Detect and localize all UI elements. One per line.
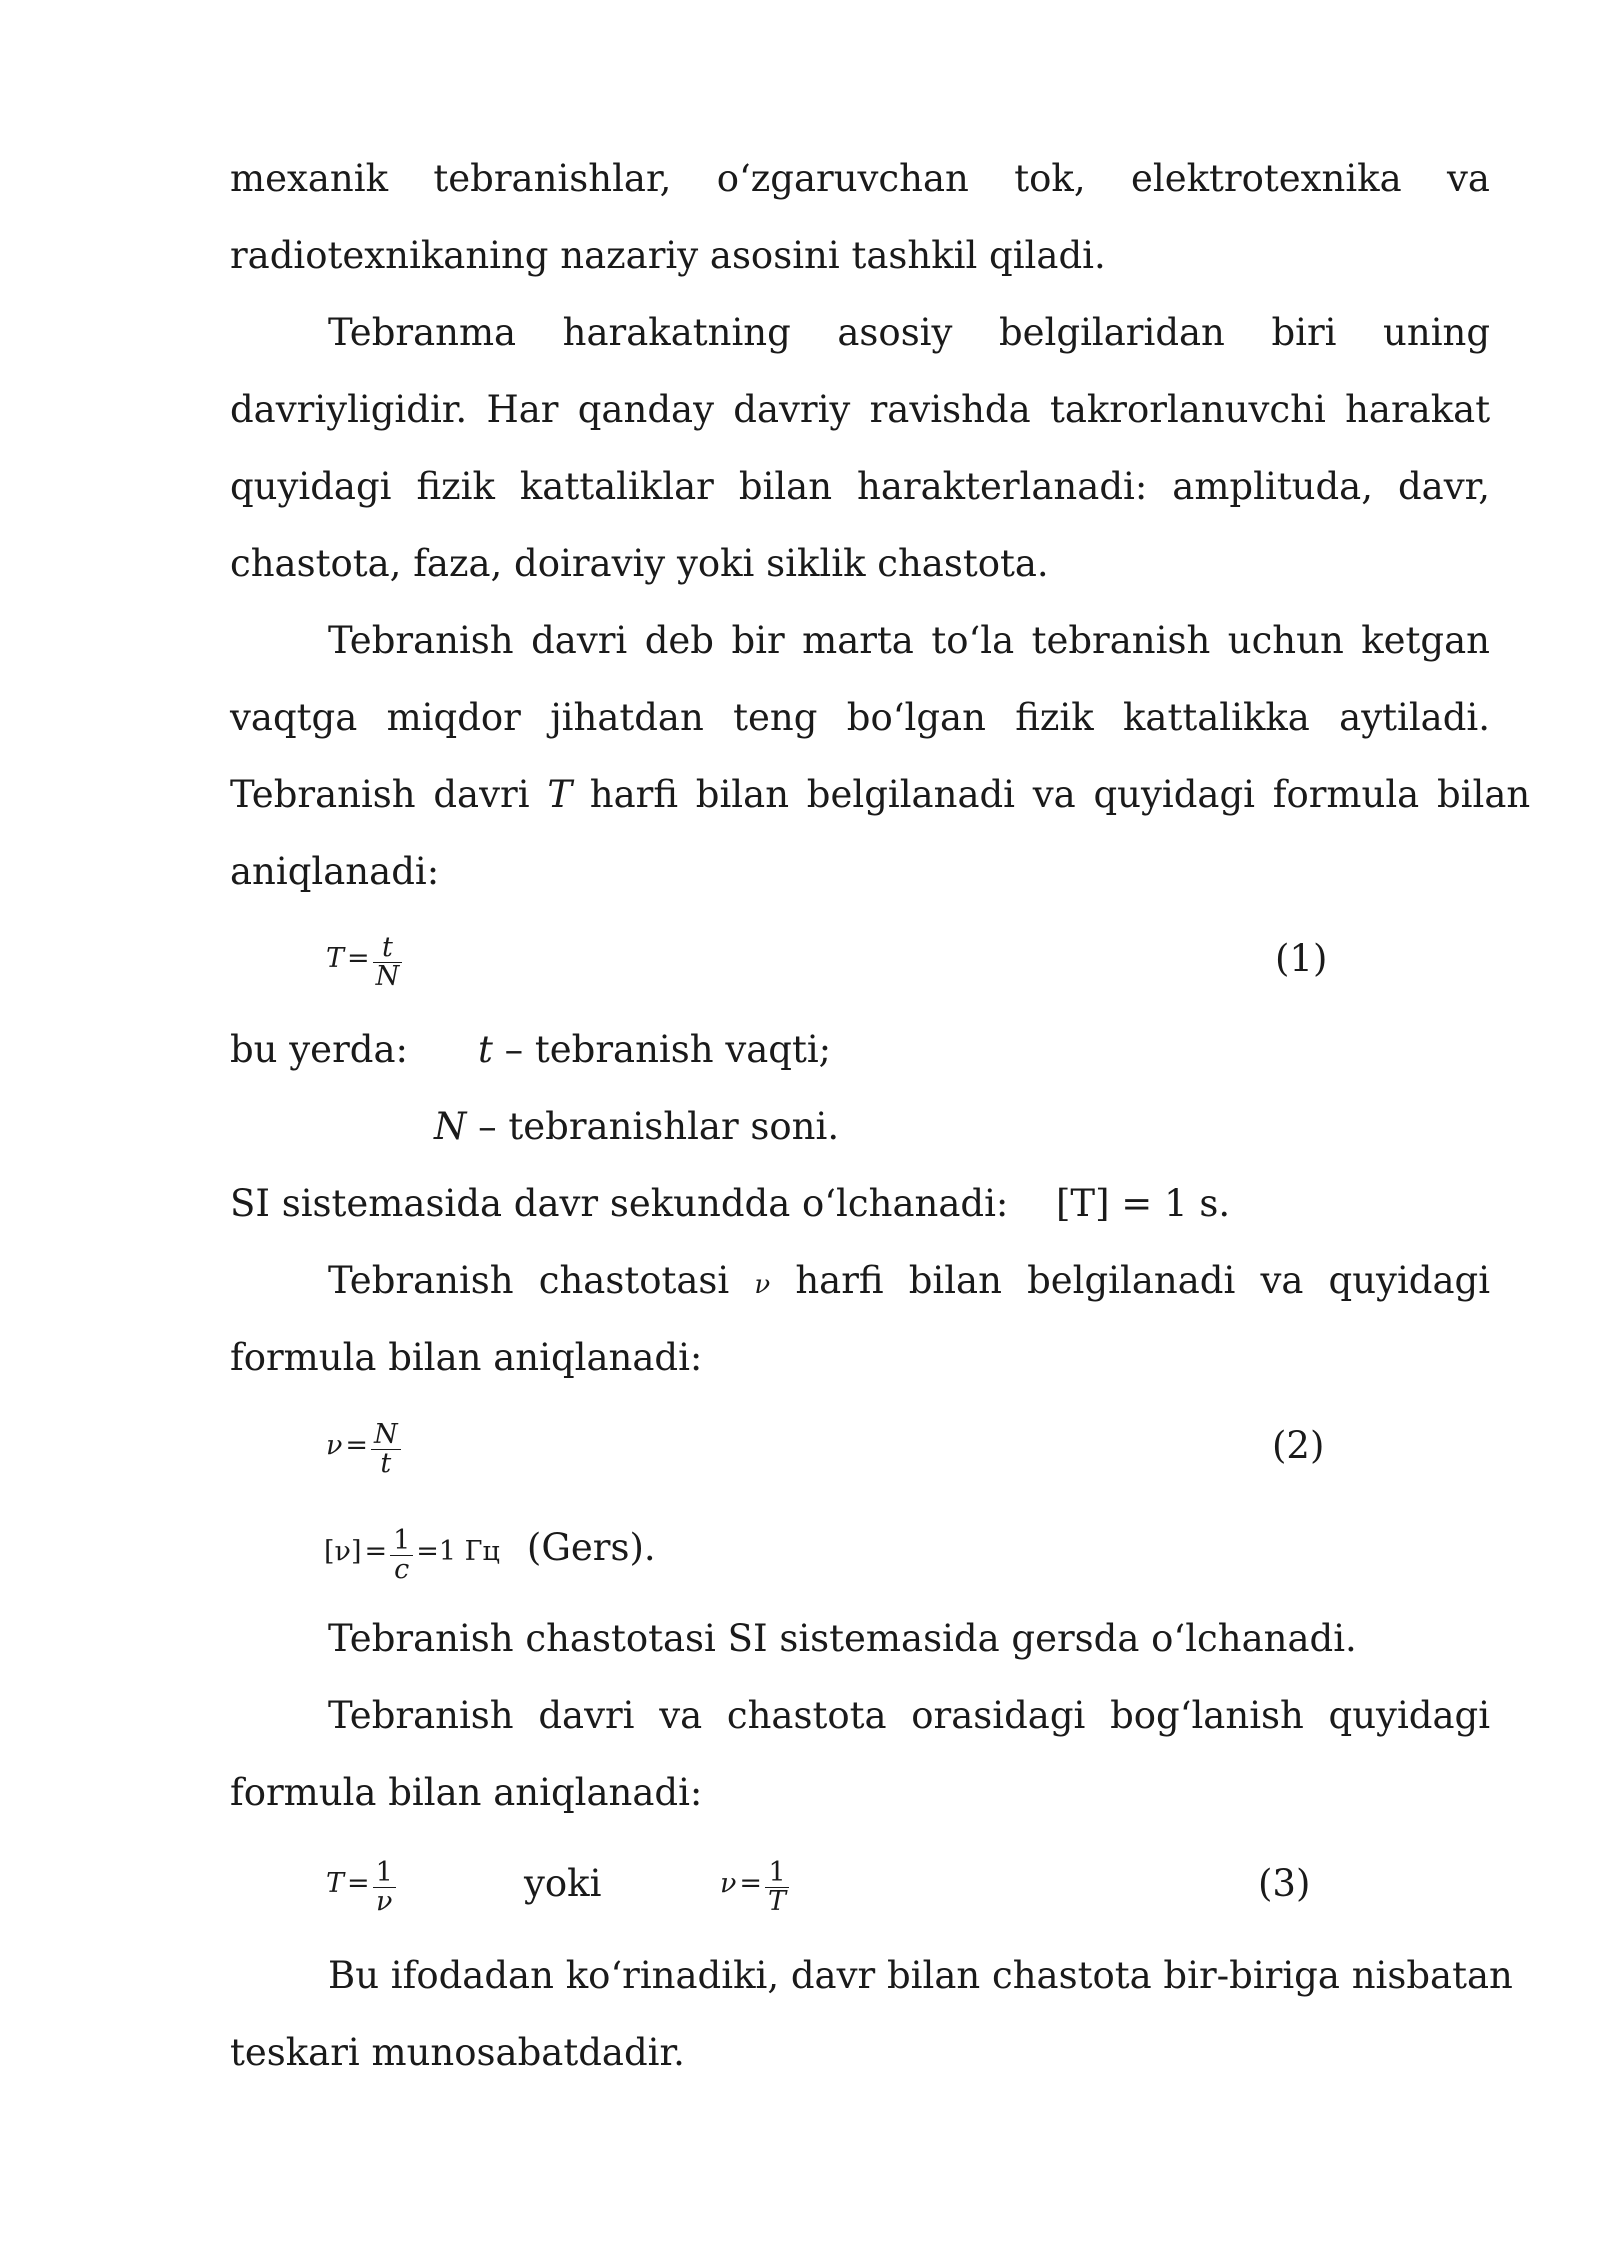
- equation-1: [326, 920, 402, 997]
- word: va: [1260, 1259, 1304, 1302]
- word: miqdor: [386, 696, 521, 739]
- denominator: c: [394, 1554, 410, 1585]
- word: o‘zgaruvchan: [716, 157, 969, 200]
- word: kattaliklar: [519, 465, 714, 508]
- word: tok,: [1014, 157, 1086, 200]
- equation-number-1: (1): [1275, 937, 1328, 980]
- word: bo‘lgan: [846, 696, 986, 739]
- word: Har: [486, 388, 559, 431]
- word: quyidagi: [1328, 1694, 1491, 1737]
- paragraph-3-line-3: [230, 756, 1531, 833]
- text-run: Tebranish davri: [230, 773, 530, 816]
- paragraph-5-line-1: Tebranish chastotasi SI sistemasida gersda o‘lchanadi.: [328, 1617, 1357, 1660]
- word: davri: [538, 1694, 635, 1737]
- unit-name: (Gers).: [526, 1526, 656, 1569]
- word: harakterlanadi:: [857, 465, 1148, 508]
- denominator: T: [768, 1886, 787, 1917]
- word: fizik: [416, 465, 495, 508]
- word: ketgan: [1361, 619, 1490, 662]
- variable-nu: ν: [754, 1270, 771, 1300]
- paragraph-2-line-4: chastota, faza, doiraviy yoki siklik chastota.: [230, 542, 1049, 585]
- word: bilan: [886, 1954, 981, 1997]
- text-run: harfi bilan belgilanadi va quyidagi formula bilan: [589, 773, 1531, 816]
- fraction: [390, 1524, 413, 1585]
- word: davriyligidir.: [230, 388, 468, 431]
- word: harfi: [795, 1259, 884, 1302]
- denominator: t: [380, 1448, 392, 1479]
- word: bir-biriga: [1163, 1954, 1340, 1997]
- word: tebranishlar,: [433, 157, 672, 200]
- variable-T: T: [547, 773, 572, 816]
- eq-lhs: ν: [720, 1868, 737, 1899]
- eq-lhs: T: [326, 1868, 345, 1899]
- paragraph-2-line-1: [230, 294, 1490, 371]
- word: davri: [531, 619, 628, 662]
- fraction: [371, 1418, 401, 1479]
- word: to‘la: [931, 619, 1015, 662]
- fraction: [373, 931, 403, 992]
- word: tebranish: [1031, 619, 1211, 662]
- word: bir: [731, 619, 785, 662]
- eq-sign: =: [347, 1868, 370, 1899]
- paragraph-6-line-1: [230, 1677, 1490, 1754]
- paragraph-3-line-1: [230, 602, 1490, 679]
- word: davriy: [733, 388, 851, 431]
- word: teng: [733, 696, 818, 739]
- word: deb: [644, 619, 714, 662]
- variable-t: t: [478, 1028, 493, 1071]
- word: vaqtga: [230, 696, 358, 739]
- word: elektrotexnika: [1130, 157, 1402, 200]
- word: ifodadan: [390, 1954, 554, 1997]
- eq-lhs: ν: [326, 1430, 343, 1461]
- word: fizik: [1015, 696, 1094, 739]
- equation-number-2: (2): [1272, 1424, 1325, 1467]
- denominator: N: [375, 961, 400, 992]
- paragraph-7-line-1: [230, 1937, 1513, 2014]
- legend-t: [478, 1011, 831, 1088]
- word: belgilanadi: [1027, 1259, 1236, 1302]
- paragraph-3-line-2: [230, 679, 1490, 756]
- eq-lhs: [ν]: [324, 1536, 362, 1567]
- paragraph-7-line-2: teskari munosabatdadir.: [230, 2031, 685, 2074]
- word: nisbatan: [1351, 1954, 1513, 1997]
- denominator: ν: [376, 1886, 393, 1917]
- paragraph-1-line-2: radiotexnikaning nazariy asosini tashkil qiladi.: [230, 234, 1106, 277]
- legend-n-text: – tebranishlar soni.: [466, 1105, 840, 1148]
- numerator: 1: [390, 1527, 413, 1556]
- numerator: 1: [373, 1859, 396, 1888]
- word: chastota: [991, 1954, 1152, 1997]
- paragraph-1-line-1: [230, 140, 1490, 217]
- variable-N: N: [434, 1105, 467, 1148]
- paragraph-2-line-2: [230, 371, 1490, 448]
- word: bog‘lanish: [1110, 1694, 1304, 1737]
- word: orasidagi: [911, 1694, 1086, 1737]
- word: qanday: [577, 388, 714, 431]
- paragraph-4-line-2: formula bilan aniqlanadi:: [230, 1336, 703, 1379]
- word: harakatning: [562, 311, 791, 354]
- word: mexanik: [230, 157, 388, 200]
- word: Tebranma: [328, 311, 517, 354]
- si-line-row: [230, 1165, 1490, 1242]
- fraction: [765, 1856, 789, 1917]
- word: jihatdan: [550, 696, 704, 739]
- paragraph-2-line-3: [230, 448, 1490, 525]
- numerator: N: [371, 1421, 401, 1450]
- word: Bu: [328, 1954, 380, 1997]
- equation-3-joiner: yoki: [524, 1862, 602, 1905]
- word: Tebranish: [328, 1694, 514, 1737]
- word: quyidagi: [230, 465, 392, 508]
- fraction: [373, 1856, 396, 1917]
- word: va: [1447, 157, 1490, 200]
- paragraph-6-line-2: formula bilan aniqlanadi:: [230, 1771, 703, 1814]
- word: ravishda: [869, 388, 1031, 431]
- equation-3a: [326, 1845, 396, 1922]
- paragraph-3-line-4: aniqlanadi:: [230, 850, 440, 893]
- paragraph-4-line-1: [230, 1242, 1490, 1319]
- unit-equation: [324, 1509, 656, 1586]
- word: amplituda,: [1172, 465, 1373, 508]
- word: takrorlanuvchi: [1049, 388, 1326, 431]
- equation-2: [326, 1407, 401, 1484]
- word: biri: [1271, 311, 1337, 354]
- word: davr: [790, 1954, 876, 1997]
- word: chastotasi: [538, 1259, 730, 1302]
- eq-sign: =: [345, 1430, 369, 1461]
- word: chastota: [726, 1694, 887, 1737]
- numerator: t: [373, 934, 403, 963]
- word: belgilaridan: [998, 311, 1225, 354]
- legend-n: [434, 1088, 839, 1165]
- equation-3b: [720, 1845, 789, 1922]
- unit-value: =1 Гц: [416, 1536, 500, 1567]
- eq-sign: =: [364, 1536, 388, 1567]
- word: Tebranish: [328, 619, 514, 662]
- word: bilan: [908, 1259, 1002, 1302]
- equation-number-3: (3): [1258, 1862, 1311, 1905]
- si-unit: [T] = 1 s.: [1056, 1182, 1231, 1225]
- word: Tebranish: [328, 1259, 514, 1302]
- legend-line-2: [230, 1088, 1490, 1165]
- word: va: [659, 1694, 703, 1737]
- word: marta: [802, 619, 914, 662]
- word: davr,: [1397, 465, 1490, 508]
- legend-line-1: [230, 1011, 1490, 1088]
- si-text: SI sistemasida davr sekundda o‘lchanadi:: [230, 1182, 1009, 1225]
- word: asosiy: [837, 311, 953, 354]
- word: uchun: [1227, 619, 1344, 662]
- word: quyidagi: [1328, 1259, 1491, 1302]
- eq-lhs: T: [326, 943, 345, 974]
- legend-t-text: – tebranish vaqti;: [492, 1028, 832, 1071]
- word: harakat: [1345, 388, 1491, 431]
- numerator: 1: [765, 1859, 789, 1888]
- eq-sign: =: [739, 1868, 763, 1899]
- eq-sign: =: [347, 943, 370, 974]
- word: bilan: [738, 465, 833, 508]
- word: aytiladi.: [1339, 696, 1491, 739]
- legend-label: bu yerda:: [230, 1028, 408, 1071]
- word: kattalikka: [1123, 696, 1310, 739]
- word: ko‘rinadiki,: [565, 1954, 780, 1997]
- word: uning: [1383, 311, 1491, 354]
